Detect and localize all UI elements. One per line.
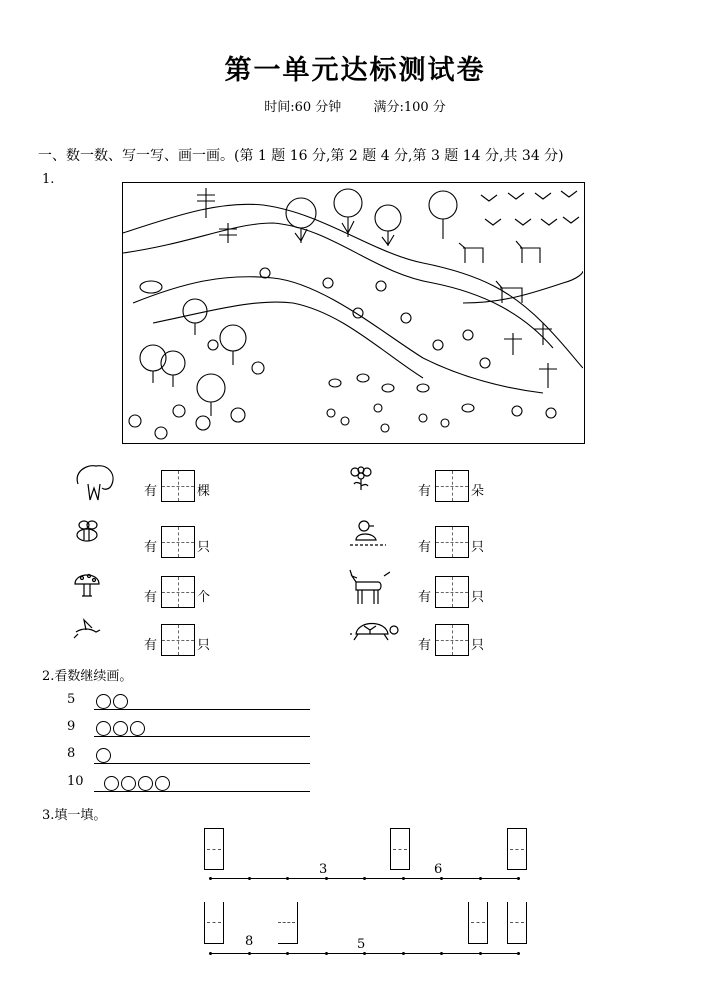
count-unit: 朵 (471, 484, 485, 499)
circle-row (96, 718, 147, 737)
counting-scene-picture (122, 182, 585, 444)
circle-mark (113, 694, 128, 709)
question-3-label: 3.填一填。 (42, 808, 107, 823)
answer-box[interactable] (278, 902, 298, 944)
tick-mark (517, 877, 520, 880)
answer-box[interactable] (468, 902, 488, 944)
circle-mark (104, 776, 119, 791)
tick-mark (440, 877, 443, 880)
count-answer-box[interactable] (161, 526, 195, 558)
count-prefix: 有 (418, 590, 432, 605)
circle-mark (96, 721, 111, 736)
tick-mark (517, 952, 520, 955)
count-prefix: 有 (418, 540, 432, 555)
count-unit: 只 (471, 590, 485, 605)
answer-box[interactable] (390, 828, 410, 870)
number-label: 3 (319, 862, 328, 877)
bee-icon (72, 518, 102, 550)
count-unit: 只 (197, 540, 211, 555)
tick-mark (479, 877, 482, 880)
flower-icon (348, 462, 374, 496)
count-unit: 只 (471, 638, 485, 653)
tick-mark (286, 952, 289, 955)
turtle-shape (140, 281, 162, 293)
full-score: 满分:100 分 (373, 100, 446, 115)
count-unit: 只 (471, 540, 485, 555)
tick-mark (363, 952, 366, 955)
answer-box[interactable] (204, 828, 224, 870)
draw-target-number: 5 (67, 692, 76, 707)
tick-mark (209, 952, 212, 955)
count-unit: 只 (197, 638, 211, 653)
count-answer-box[interactable] (161, 470, 195, 502)
count-answer-box[interactable] (435, 526, 469, 558)
answer-box[interactable] (507, 828, 527, 870)
count-prefix: 有 (144, 484, 158, 499)
count-prefix: 有 (144, 590, 158, 605)
tick-mark (440, 952, 443, 955)
drawing-line[interactable] (94, 763, 310, 764)
count-answer-box[interactable] (435, 470, 469, 502)
tick-mark (402, 877, 405, 880)
circle-mark (130, 721, 145, 736)
number-label: 8 (245, 934, 254, 949)
circle-row (96, 745, 113, 764)
answer-box[interactable] (507, 902, 527, 944)
drawing-line[interactable] (94, 709, 310, 710)
count-answer-box[interactable] (161, 624, 195, 656)
turtle-icon (348, 616, 404, 648)
question-2-label: 2.看数继续画。 (42, 669, 133, 684)
section-1-heading: 一、数一数、写一写、画一画。(第 1 题 16 分,第 2 题 4 分,第 3 题 14 分,共 34 分) (38, 148, 564, 164)
tick-mark (286, 877, 289, 880)
mushroom-group (129, 340, 264, 439)
exam-info (0, 96, 710, 115)
circle-mark (138, 776, 153, 791)
time-limit: 时间:60 分钟 (264, 100, 342, 115)
count-unit: 个 (197, 590, 211, 605)
answer-box[interactable] (204, 902, 224, 944)
count-answer-box[interactable] (435, 624, 469, 656)
mushroom-icon (72, 568, 102, 604)
count-prefix: 有 (418, 638, 432, 653)
scene-illustration (123, 183, 583, 442)
circle-mark (121, 776, 136, 791)
bee-group (329, 374, 474, 412)
circle-mark (96, 748, 111, 763)
tick-mark (325, 952, 328, 955)
circle-row (104, 773, 172, 792)
tick-mark (325, 877, 328, 880)
bird-group (481, 191, 579, 225)
goat-icon (348, 568, 390, 610)
question-1-label: 1. (42, 172, 55, 187)
flower-group (327, 404, 449, 432)
tree-icon (72, 462, 118, 506)
circle-row (96, 691, 130, 710)
duck-icon (348, 518, 388, 552)
tick-mark (248, 952, 251, 955)
drawing-line[interactable] (94, 791, 310, 792)
count-prefix: 有 (144, 540, 158, 555)
draw-target-number: 8 (67, 746, 76, 761)
bird-icon (72, 616, 102, 646)
draw-target-number: 9 (67, 719, 76, 734)
drawing-line[interactable] (94, 736, 310, 737)
circle-mark (96, 694, 111, 709)
number-label: 5 (357, 937, 366, 952)
count-prefix: 有 (418, 484, 432, 499)
tick-mark (248, 877, 251, 880)
circle-mark (155, 776, 170, 791)
duck-group (260, 268, 556, 418)
tick-mark (402, 952, 405, 955)
number-label: 6 (434, 862, 443, 877)
circle-mark (113, 721, 128, 736)
count-prefix: 有 (144, 638, 158, 653)
page-title: 第一单元达标测试卷 (224, 55, 486, 86)
count-unit: 棵 (197, 484, 211, 499)
count-answer-box[interactable] (435, 576, 469, 608)
count-answer-box[interactable] (161, 576, 195, 608)
tick-mark (209, 877, 212, 880)
tree-group (140, 189, 457, 416)
tick-mark (363, 877, 366, 880)
draw-target-number: 10 (67, 774, 84, 789)
tick-mark (479, 952, 482, 955)
